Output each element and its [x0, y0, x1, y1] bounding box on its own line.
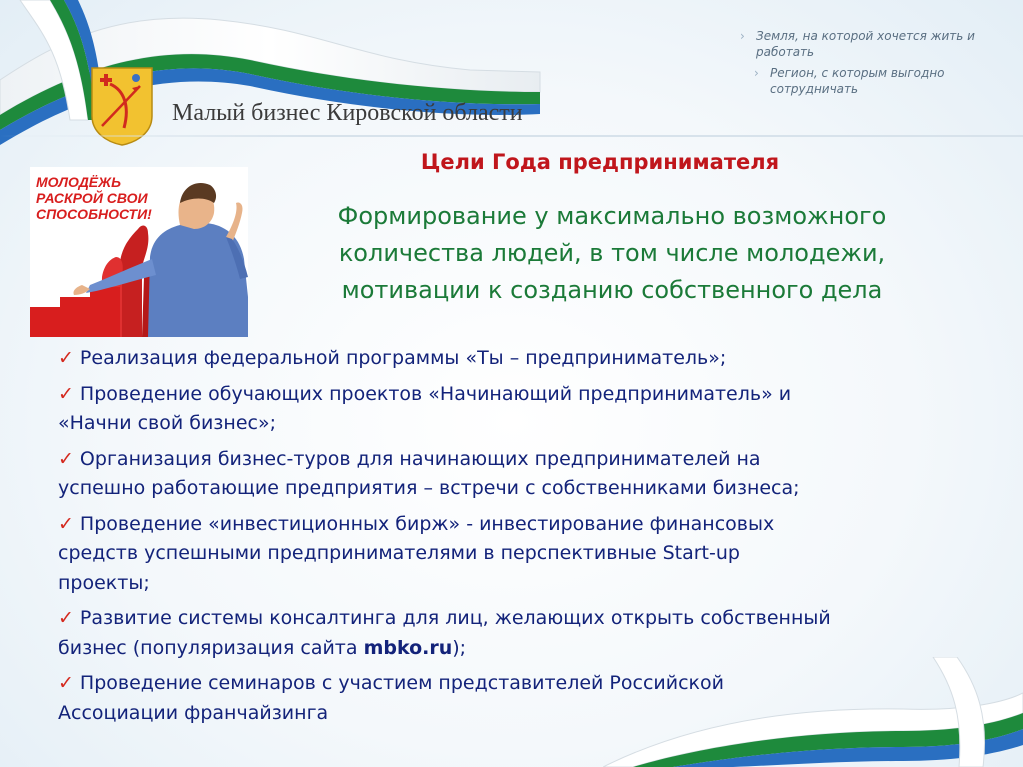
- task-text: Организация бизнес-туров для начинающих предпринимателей на: [79, 447, 761, 470]
- task-text: средств успешными предпринимателями в перспективные Start-up: [58, 542, 740, 564]
- org-title: Малый бизнес Кировской области: [172, 100, 523, 126]
- task-text: Проведение семинаров с участием представителей Российской: [79, 672, 724, 694]
- checkmark-icon: ✓: [58, 382, 74, 405]
- slogan-text: Регион, с которым выгодно сотрудничать: [770, 66, 945, 96]
- checkmark-icon: ✓: [58, 607, 74, 629]
- checkmark-icon: ✓: [58, 512, 74, 535]
- slogans: [740, 28, 1000, 97]
- task-text: проекты;: [58, 571, 150, 594]
- task-text: «Начни свой бизнес»;: [58, 412, 276, 434]
- task-text: Проведение «инвестиционных бирж» - инвестирование финансовых: [79, 512, 775, 535]
- arrow-icon: ›: [754, 66, 759, 80]
- flag-ribbon-bottom: [603, 657, 1023, 767]
- slogan-text: Земля, на которой хочется жить и работать: [756, 29, 975, 59]
- task-text: Развитие системы консалтинга для лиц, желающих открыть собственный: [79, 607, 831, 629]
- task-text: Проведение обучающих проектов «Начинающий предприниматель» и: [79, 382, 792, 405]
- checkmark-icon: ✓: [58, 347, 74, 369]
- checkmark-icon: ✓: [58, 672, 74, 694]
- task-item: [58, 510, 998, 599]
- slogan-1: [740, 28, 1000, 60]
- header-divider: [0, 135, 1023, 137]
- goal-statement-line: Формирование у максимально возможного: [337, 202, 887, 230]
- poster-text-3: СПОСОБНОСТИ!: [36, 206, 152, 222]
- task-text: );: [452, 636, 467, 659]
- task-item: [58, 380, 998, 439]
- goal-statement-line: мотивации к созданию собственного дела: [341, 276, 883, 304]
- poster-text-1: МОЛОДЁЖЬ: [36, 174, 122, 190]
- coat-of-arms-icon: [90, 66, 154, 146]
- goal-statement: [262, 198, 962, 309]
- slogan-2: [754, 65, 1000, 97]
- task-item: [58, 604, 998, 663]
- task-text: Ассоциации франчайзинга: [58, 701, 329, 724]
- goals-title: Цели Года предпринимателя: [420, 150, 780, 174]
- task-item: [58, 344, 998, 374]
- goal-statement-line: количества людей, в том числе молодежи,: [338, 239, 886, 267]
- task-text: Реализация федеральной программы «Ты – предприниматель»;: [79, 347, 727, 369]
- arrow-icon: ›: [740, 29, 745, 43]
- poster-text-2: РАСКРОЙ СВОИ: [36, 190, 148, 206]
- site-link[interactable]: mbko.ru: [363, 636, 453, 659]
- checkmark-icon: ✓: [58, 447, 74, 470]
- task-text: успешно работающие предприятия – встречи с собственниками бизнеса;: [58, 477, 800, 499]
- poster-illustration: [30, 167, 248, 337]
- task-text: бизнес (популяризация сайта: [58, 636, 364, 659]
- task-item: [58, 445, 998, 504]
